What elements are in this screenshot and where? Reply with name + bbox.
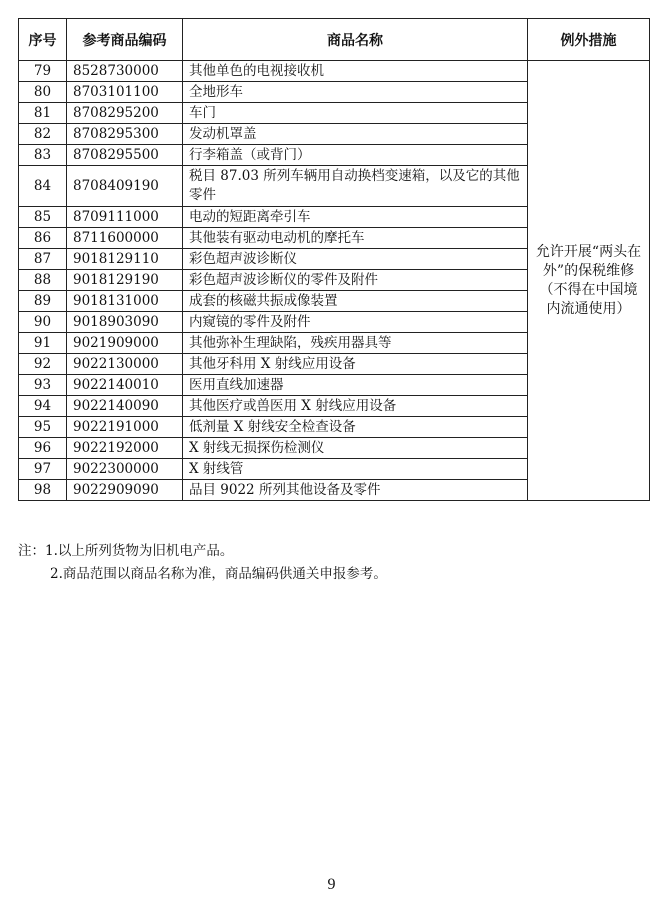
header-name: 商品名称 (183, 19, 528, 61)
name-cell: 其他单色的电视接收机 (183, 61, 528, 82)
seq-cell: 90 (19, 312, 67, 333)
seq-cell: 79 (19, 61, 67, 82)
name-cell: 其他牙科用 X 射线应用设备 (183, 354, 528, 375)
name-cell: X 射线管 (183, 459, 528, 480)
name-cell: 内窥镜的零件及附件 (183, 312, 528, 333)
seq-cell: 81 (19, 103, 67, 124)
seq-cell: 85 (19, 207, 67, 228)
seq-cell: 86 (19, 228, 67, 249)
seq-cell: 91 (19, 333, 67, 354)
code-cell: 9021909000 (67, 333, 183, 354)
name-cell: 低剂量 X 射线安全检查设备 (183, 417, 528, 438)
code-cell: 8708409190 (67, 166, 183, 207)
seq-cell: 95 (19, 417, 67, 438)
code-cell: 8708295200 (67, 103, 183, 124)
name-cell: 成套的核磁共振成像装置 (183, 291, 528, 312)
code-cell: 9022300000 (67, 459, 183, 480)
name-cell: 行李箱盖（或背门） (183, 145, 528, 166)
code-cell: 8703101100 (67, 82, 183, 103)
name-cell: 车门 (183, 103, 528, 124)
code-cell: 9022140010 (67, 375, 183, 396)
name-cell: 医用直线加速器 (183, 375, 528, 396)
seq-cell: 96 (19, 438, 67, 459)
seq-cell: 98 (19, 480, 67, 501)
goods-table (18, 18, 650, 501)
code-cell: 8528730000 (67, 61, 183, 82)
code-cell: 9022192000 (67, 438, 183, 459)
seq-cell: 80 (19, 82, 67, 103)
name-cell: 其他医疗或兽医用 X 射线应用设备 (183, 396, 528, 417)
code-cell: 9018131000 (67, 291, 183, 312)
footnote-1: 注：1.以上所列货物为旧机电产品。 (18, 543, 234, 559)
table-row (19, 61, 650, 82)
seq-cell: 89 (19, 291, 67, 312)
footnote-2: 2.商品范围以商品名称为准，商品编码供通关申报参考。 (50, 566, 387, 582)
name-cell: 全地形车 (183, 82, 528, 103)
seq-cell: 88 (19, 270, 67, 291)
exception-measure-cell: 允许开展“两头在外”的保税维修（不得在中国境内流通使用） (528, 61, 650, 501)
code-cell: 8708295300 (67, 124, 183, 145)
header-code: 参考商品编码 (67, 19, 183, 61)
name-cell: 彩色超声波诊断仪 (183, 249, 528, 270)
seq-cell: 82 (19, 124, 67, 145)
header-measure: 例外措施 (528, 19, 650, 61)
code-cell: 9018129110 (67, 249, 183, 270)
table-header-row (19, 19, 650, 61)
code-cell: 8708295500 (67, 145, 183, 166)
seq-cell: 83 (19, 145, 67, 166)
code-cell: 8709111000 (67, 207, 183, 228)
seq-cell: 94 (19, 396, 67, 417)
name-cell: 其他装有驱动电动机的摩托车 (183, 228, 528, 249)
page-number: 9 (327, 876, 336, 893)
code-cell: 9018903090 (67, 312, 183, 333)
code-cell: 9022140090 (67, 396, 183, 417)
code-cell: 9022130000 (67, 354, 183, 375)
seq-cell: 97 (19, 459, 67, 480)
name-cell: 税目 87.03 所列车辆用自动换档变速箱，以及它的其他零件 (183, 166, 528, 207)
header-seq: 序号 (19, 19, 67, 61)
name-cell: 电动的短距离牵引车 (183, 207, 528, 228)
footnotes (18, 540, 638, 586)
seq-cell: 93 (19, 375, 67, 396)
code-cell: 9022191000 (67, 417, 183, 438)
name-cell: 品目 9022 所列其他设备及零件 (183, 480, 528, 501)
seq-cell: 87 (19, 249, 67, 270)
code-cell: 8711600000 (67, 228, 183, 249)
name-cell: 发动机罩盖 (183, 124, 528, 145)
code-cell: 9018129190 (67, 270, 183, 291)
name-cell: 其他弥补生理缺陷，残疾用器具等 (183, 333, 528, 354)
seq-cell: 84 (19, 166, 67, 207)
name-cell: X 射线无损探伤检测仪 (183, 438, 528, 459)
code-cell: 9022909090 (67, 480, 183, 501)
name-cell: 彩色超声波诊断仪的零件及附件 (183, 270, 528, 291)
seq-cell: 92 (19, 354, 67, 375)
